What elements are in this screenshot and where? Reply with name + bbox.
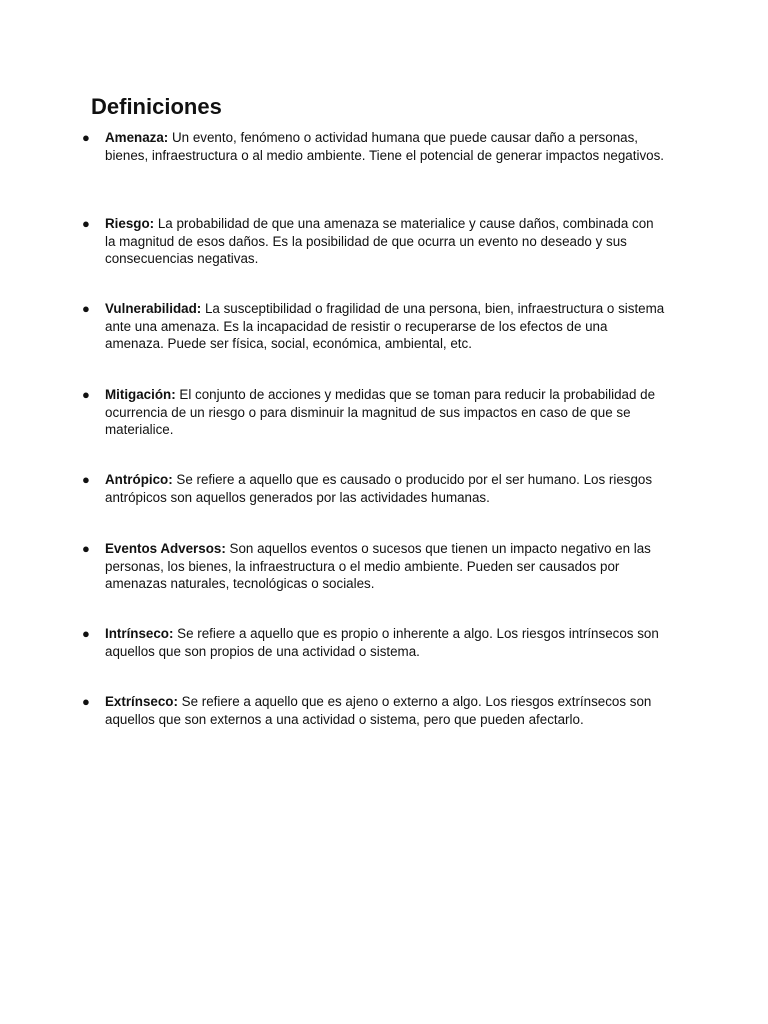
definition-item-riesgo — [82, 215, 682, 268]
bullet-icon: ● — [82, 541, 90, 556]
definition-term: Eventos Adversos: — [105, 541, 226, 556]
definition-description: Son aquellos eventos o sucesos que tienen un impacto negativo en las personas, los bienes, la infraestructura o el medio ambiente. Pueden ser causados por amenazas naturales, tecnológicas o sociales. — [105, 541, 651, 592]
bullet-icon: ● — [82, 626, 90, 641]
definition-text — [105, 386, 665, 439]
definition-description: La probabilidad de que una amenaza se materialice y cause daños, combinada con la magnitud de esos daños. Es la posibilidad de que ocurra un evento no deseado y sus consecuencias negativas. — [105, 216, 654, 267]
definition-item-intrinseco — [82, 625, 682, 660]
definition-description: El conjunto de acciones y medidas que se toman para reducir la probabilidad de ocurrencia de un riesgo o para disminuir la magnitud de sus impactos en caso de que se materialice. — [105, 387, 656, 438]
definition-description: Un evento, fenómeno o actividad humana que puede causar daño a personas, bienes, infraestructura o al medio ambiente. Tiene el potencial de generar impactos negativos. — [105, 130, 665, 163]
definition-term: Amenaza: — [105, 130, 169, 145]
definition-text — [105, 540, 665, 593]
definition-term: Vulnerabilidad: — [105, 301, 202, 316]
definition-item-antropico — [82, 471, 682, 506]
bullet-icon: ● — [82, 216, 90, 231]
definition-description: Se refiere a aquello que es ajeno o externo a algo. Los riesgos extrínsecos son aquellos que son externos a una actividad o sistema, pero que pueden afectarlo. — [105, 694, 652, 727]
definition-text — [105, 625, 665, 660]
definition-term: Riesgo: — [105, 216, 155, 231]
definition-description: La susceptibilidad o fragilidad de una persona, bien, infraestructura o sistema ante una amenaza. Es la incapacidad de resistir o recuperarse de los efectos de una amenaza. Puede ser física, social, económica, ambiental, etc. — [105, 301, 665, 352]
definition-text — [105, 693, 665, 728]
bullet-icon: ● — [82, 301, 90, 316]
definition-term: Intrínseco: — [105, 626, 174, 641]
definition-term: Mitigación: — [105, 387, 176, 402]
bullet-icon: ● — [82, 472, 90, 487]
definition-item-extrinseco — [82, 693, 682, 728]
definition-item-amenaza — [82, 129, 682, 164]
definition-text — [105, 215, 665, 268]
definition-item-vulnerabilidad — [82, 300, 682, 353]
definition-text — [105, 471, 665, 506]
definition-text — [105, 129, 665, 164]
bullet-icon: ● — [82, 387, 90, 402]
definition-description: Se refiere a aquello que es causado o producido por el ser humano. Los riesgos antrópicos son aquellos generados por las actividades humanas. — [105, 472, 653, 505]
bullet-icon: ● — [82, 130, 90, 145]
definition-term: Antrópico: — [105, 472, 173, 487]
page-title: Definiciones — [91, 94, 222, 119]
definition-term: Extrínseco: — [105, 694, 178, 709]
definition-item-eventos-adversos — [82, 540, 682, 593]
definition-text — [105, 300, 665, 353]
definition-description: Se refiere a aquello que es propio o inherente a algo. Los riesgos intrínsecos son aquellos que son propios de una actividad o sistema. — [105, 626, 659, 659]
definition-item-mitigacion — [82, 386, 682, 439]
bullet-icon: ● — [82, 694, 90, 709]
